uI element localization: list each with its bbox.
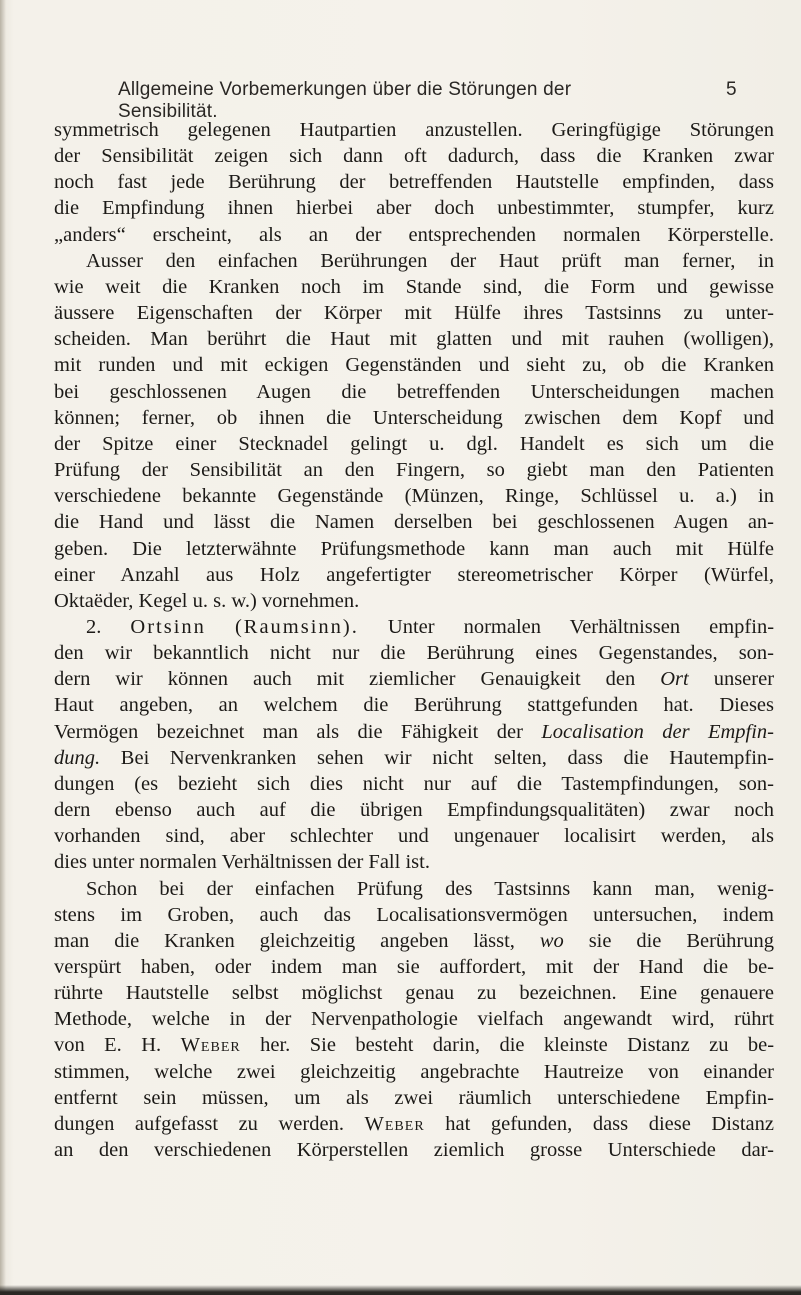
page-bottom-edge — [0, 1285, 801, 1295]
running-header: Allgemeine Vorbemerkungen über die Störungen der Sensibilität. — [118, 79, 572, 122]
binding-shadow — [0, 0, 6, 1295]
text-line: dungen (es bezieht sich dies nicht nur auf die Tastempfindungen, son- — [54, 772, 774, 795]
text-line: noch fast jede Berührung der betreffenden Hautstelle empfinden, dass — [54, 171, 774, 194]
body-text — [54, 117, 774, 1163]
text-line: äussere Eigenschaften der Körper mit Hülfe ihres Tastsinns zu unter- — [54, 302, 774, 325]
text-line: dies unter normalen Verhältnissen der Fall ist. — [54, 851, 430, 874]
text-line: dungen aufgefasst zu werden. Weber hat gefunden, dass diese Distanz — [54, 1112, 775, 1135]
text-line: entfernt sein müssen, um als zwei räumlich unterschiedene Empfin- — [54, 1086, 774, 1109]
text-line: scheiden. Man berührt die Haut mit glatten und mit rauhen (wolligen), — [54, 328, 774, 351]
text-line: verschiedene bekannte Gegenstände (Münzen, Ringe, Schlüssel u. a.) in — [54, 485, 774, 508]
paragraph-section-2 — [54, 614, 774, 876]
text-line: Schon bei der einfachen Prüfung des Tastsinns kann man, wenig- — [86, 877, 774, 900]
text-line: symmetrisch gelegenen Hautpartien anzustellen. Geringfügige Störungen — [54, 119, 774, 141]
text-line: die Hand und lässt die Namen derselben bei geschlossenen Augen an- — [54, 511, 774, 534]
emphasis: wo — [539, 929, 564, 952]
text-line: Haut angeben, an welchem die Berührung stattgefunden hat. Dieses — [54, 694, 774, 717]
text-line: mit runden und mit eckigen Gegenständen und sieht zu, ob die Kranken — [54, 354, 774, 377]
text-line: dung. Bei Nervenkranken sehen wir nicht selten, dass die Hautempfin- — [54, 746, 774, 769]
text-line: man die Kranken gleichzeitig angeben lässt, wo sie die Berührung — [54, 929, 774, 952]
section-term-paren: (Raumsinn). — [234, 615, 359, 638]
text-line: Oktaëder, Kegel u. s. w.) vornehmen. — [54, 589, 360, 612]
text-line: der Sensibilität zeigen sich dann oft dadurch, dass die Kranken zwar — [54, 145, 774, 168]
text-line: Prüfung der Sensibilität an den Fingern, so giebt man den Patienten — [54, 459, 774, 482]
text-line: Vermögen bezeichnet man als die Fähigkeit der Localisation der Empfin- — [54, 720, 774, 743]
text-line: stens im Groben, auch das Localisationsvermögen untersuchen, indem — [54, 903, 774, 926]
section-number: 2. — [86, 615, 102, 638]
text-line: rührte Hautstelle selbst möglichst genau zu bezeichnen. Eine genauere — [54, 982, 774, 1005]
text-line: die Empfindung ihnen hierbei aber doch unbestimmter, stumpfer, kurz — [54, 197, 774, 220]
author-name: Weber — [364, 1112, 425, 1135]
emphasis: Ort — [660, 668, 689, 691]
text-line: von E. H. Weber her. Sie besteht darin, die kleinste Distanz zu be- — [54, 1034, 775, 1057]
text-line: „anders“ erscheint, als an der entsprechenden normalen Körperstelle. — [54, 223, 774, 246]
text-line: 2. Ortsinn (Raumsinn). Unter normalen Verhältnissen empfin- — [86, 615, 775, 638]
text-line: verspürt haben, oder indem man sie auffordert, mit der Hand die be- — [54, 956, 774, 978]
section-term: Ortsinn — [130, 615, 206, 638]
text-line: vorhanden sind, aber schlechter und ungenauer localisirt werden, als — [54, 825, 774, 848]
emphasis: Localisation der Empfin- — [541, 720, 774, 743]
text-line: geben. Die letzterwähnte Prüfungsmethode kann man auch mit Hülfe — [54, 537, 774, 560]
text-line: an den verschiedenen Körperstellen ziemlich grosse Unterschiede dar- — [54, 1139, 774, 1162]
text-line: dern ebenso auch auf die übrigen Empfindungsqualitäten) zwar noch — [54, 799, 774, 822]
paragraph-1 — [54, 117, 774, 614]
author-name: Weber — [180, 1034, 241, 1057]
text-line: dern wir können auch mit ziemlicher Genauigkeit den Ort unserer — [54, 668, 775, 691]
paragraph-3 — [54, 876, 774, 1164]
text-line: bei geschlossenen Augen die betreffenden Unterscheidungen machen — [54, 380, 774, 403]
emphasis: dung. — [54, 746, 101, 769]
text-line: können; ferner, ob ihnen die Unterscheidung zwischen dem Kopf und — [54, 406, 774, 429]
text-line: den wir bekanntlich nicht nur die Berührung eines Gegenstandes, son- — [54, 642, 774, 665]
text-line: wie weit die Kranken noch im Stande sind, die Form und gewisse — [54, 275, 774, 298]
page-number: 5 — [726, 79, 737, 100]
text-line: Methode, welche in der Nervenpathologie vielfach angewandt wird, rührt — [54, 1008, 774, 1031]
text-line: der Spitze einer Stecknadel gelingt u. dgl. Handelt es sich um die — [54, 432, 774, 455]
text-line: einer Anzahl aus Holz angefertigter stereometrischer Körper (Würfel, — [54, 563, 774, 586]
text-line: stimmen, welche zwei gleichzeitig angebrachte Hautreize von einander — [54, 1060, 774, 1083]
text-line: Ausser den einfachen Berührungen der Haut prüft man ferner, in — [86, 249, 774, 272]
